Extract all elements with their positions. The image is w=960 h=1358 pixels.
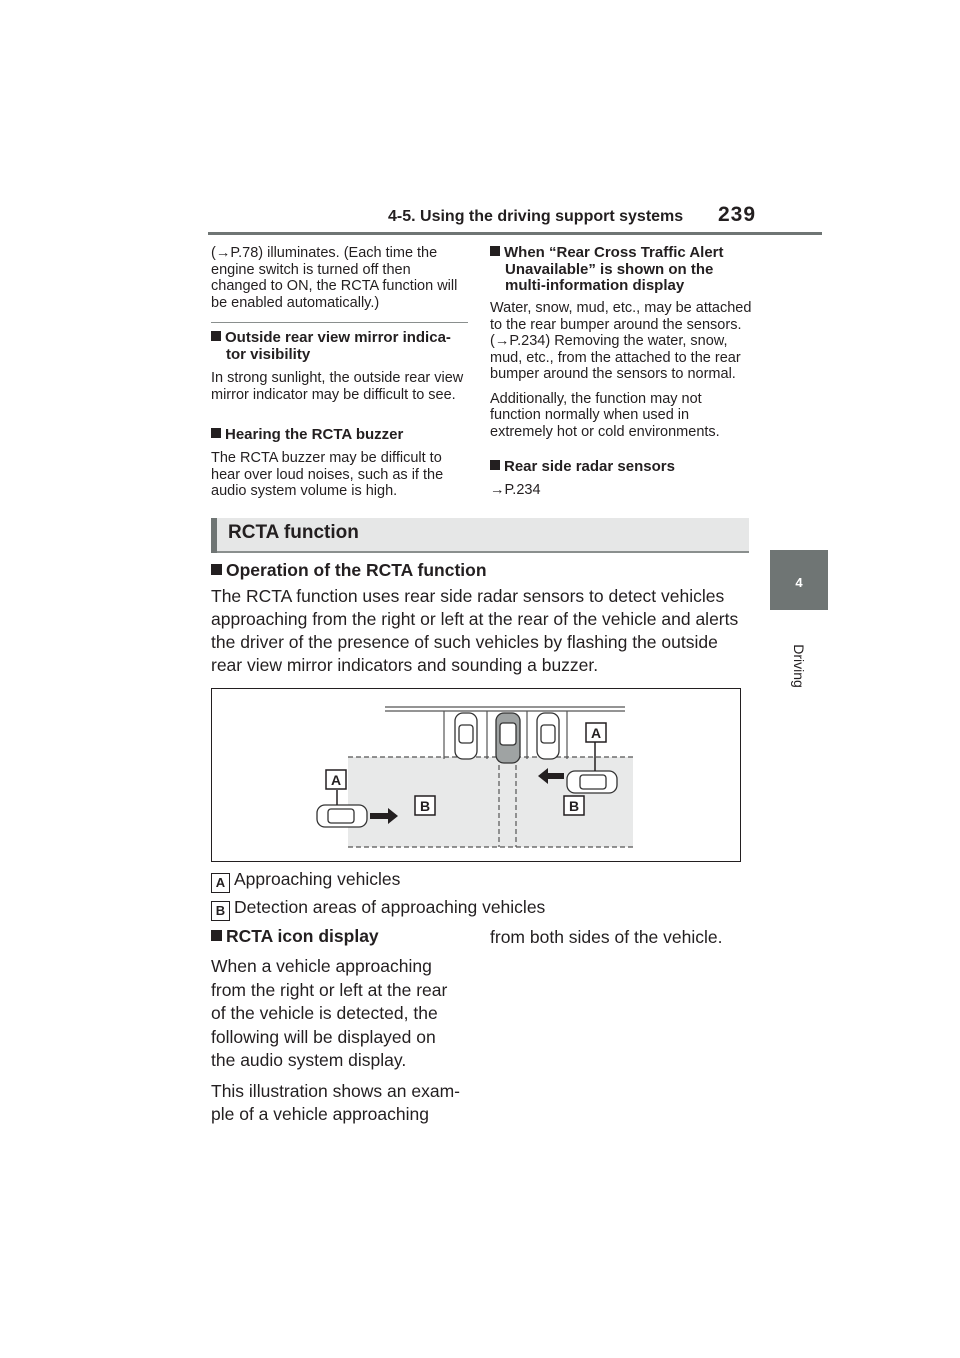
rcta-unavailable-text: Water, snow, mud, etc., may be attached to the rear bumper around the sensors. (→P.234) Removing the water, snow, mud, etc., from the attached to the rear bumper around the sensors to normal. Additionally, the function may not function normally when used in extremely hot or cold environments. bbox=[490, 300, 752, 440]
caption-key: B bbox=[211, 901, 230, 921]
section-title: RCTA function bbox=[228, 522, 359, 543]
section-heading: 4-5. Using the driving support systems bbox=[388, 208, 684, 225]
caption-key: A bbox=[211, 873, 230, 893]
square-bullet-icon bbox=[490, 460, 500, 470]
caption-a: A Approaching vehicles bbox=[211, 869, 400, 893]
subheading-hearing-buzzer: Hearing the RCTA buzzer bbox=[211, 427, 469, 444]
subheading-mirror-visibility: Outside rear view mirror indica- tor visibility bbox=[211, 330, 469, 363]
operation-text: The RCTA function uses rear side radar sensors to detect vehicles approaching from the right or left at the rear of the vehicle and alerts the driver of the presence of such vehicles by flashing the outside rear view mirror indicators and sounding a buzzer. bbox=[211, 586, 739, 675]
header-rule bbox=[208, 232, 822, 235]
hearing-buzzer-text: The RCTA buzzer may be difficult to hear over loud noises, such as if the audio system volume is high. bbox=[211, 450, 444, 499]
square-bullet-icon bbox=[211, 331, 221, 341]
divider bbox=[211, 322, 468, 323]
square-bullet-icon bbox=[211, 930, 222, 941]
square-bullet-icon bbox=[211, 428, 221, 438]
subheading-radar-sensors: Rear side radar sensors bbox=[490, 459, 752, 476]
section-accent bbox=[211, 518, 217, 553]
icon-display-continued: from both sides of the vehicle. bbox=[490, 927, 723, 947]
subheading-operation: Operation of the RCTA function bbox=[211, 560, 487, 581]
caption-b: B Detection areas of approaching vehicles bbox=[211, 897, 545, 921]
rcta-diagram bbox=[211, 688, 741, 862]
intro-text: (→P.78) illuminates. (Each time the engine switch is turned off then changed to ON, the RCTA function will be enabled automatically.) bbox=[211, 245, 458, 311]
icon-display-text: When a vehicle approaching from the right or left at the rear of the vehicle is detected, the following will be displayed on the audio system display. This illustration shows an exam- ple of a vehicle approaching bbox=[211, 956, 460, 1124]
square-bullet-icon bbox=[490, 246, 500, 256]
label-b-right: B bbox=[568, 798, 580, 814]
mirror-visibility-text: In strong sunlight, the outside rear view mirror indicator may be difficult to see. bbox=[211, 370, 464, 403]
page-number: 239 bbox=[718, 203, 757, 226]
label-a-right: A bbox=[590, 725, 602, 741]
label-b-left: B bbox=[419, 798, 431, 814]
square-bullet-icon bbox=[211, 564, 222, 575]
left-intro bbox=[211, 245, 469, 311]
subheading-icon-display: RCTA icon display bbox=[211, 926, 379, 947]
chapter-number: 4 bbox=[795, 575, 803, 590]
radar-sensors-ref[interactable]: →P.234 bbox=[490, 482, 541, 498]
label-a-left: A bbox=[330, 772, 342, 788]
chapter-label: Driving bbox=[791, 644, 807, 688]
subheading-rcta-unavailable: When “Rear Cross Traffic Alert Unavailable” is shown on the multi-information display bbox=[490, 245, 752, 295]
